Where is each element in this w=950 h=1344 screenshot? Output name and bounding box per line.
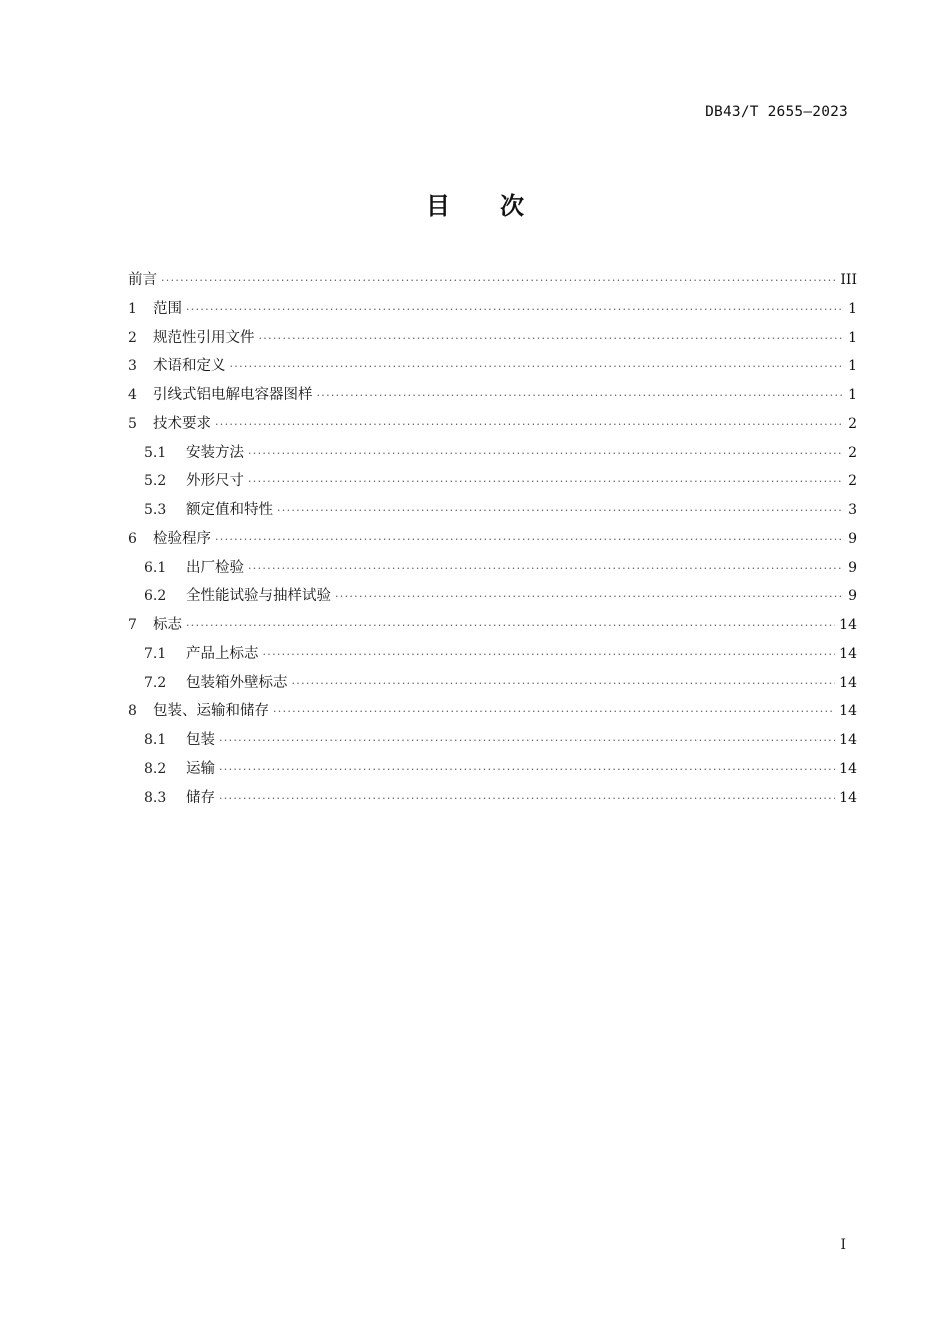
toc-leader-dots <box>292 670 836 699</box>
toc-entry-page: 14 <box>839 732 857 748</box>
toc-entry-label: 外形尺寸 <box>186 473 244 490</box>
toc-entry-page: 1 <box>848 358 857 375</box>
toc-entry-label: 出厂检验 <box>186 559 244 576</box>
toc-entry[interactable] <box>128 669 857 698</box>
toc-leader-dots <box>335 583 843 612</box>
toc-leader-dots <box>215 526 843 555</box>
toc-entry-label: 规范性引用文件 <box>153 329 255 346</box>
toc-entry-page: 9 <box>848 588 857 605</box>
toc-leader-dots <box>248 440 843 469</box>
page-title <box>0 186 950 221</box>
toc-leader-dots <box>219 756 835 785</box>
toc-entry-page: 14 <box>839 760 857 777</box>
toc-entry-number: 6.2 <box>144 588 167 605</box>
toc-entry-label: 技术要求 <box>153 415 211 432</box>
toc-entry[interactable] <box>128 266 857 295</box>
toc-entry-page: 14 <box>839 789 857 806</box>
toc-entry-number: 6 <box>128 530 137 547</box>
toc-entry-label: 产品上标志 <box>186 645 259 662</box>
toc-entry-label: 安装方法 <box>186 444 244 461</box>
toc-leader-dots <box>219 785 835 814</box>
toc-entry-page: 2 <box>848 415 857 432</box>
toc-entry-label: 检验程序 <box>153 530 211 547</box>
toc-entry[interactable] <box>128 611 857 640</box>
toc-leader-dots <box>186 296 843 325</box>
toc-entry-number: 7 <box>128 617 137 633</box>
toc-entry-number: 1 <box>128 300 137 317</box>
toc-leader-dots <box>317 382 844 411</box>
toc-entry-number: 6.1 <box>144 559 167 576</box>
toc-entry[interactable] <box>128 640 857 669</box>
toc-leader-dots <box>215 411 843 440</box>
title-char-2: 次 <box>500 192 524 220</box>
toc-leader-dots <box>248 555 843 584</box>
toc-entry-number: 2 <box>128 329 137 346</box>
toc-entry-number: 5.2 <box>144 473 167 490</box>
toc-entry[interactable] <box>128 755 857 784</box>
document-code: DB43/T 2655—2023 <box>705 104 848 120</box>
toc-entry[interactable] <box>128 439 857 468</box>
toc-entry-number: 8.2 <box>144 760 167 777</box>
toc-leader-dots <box>259 325 844 354</box>
toc-entry[interactable] <box>128 352 857 381</box>
toc-entry-number: 8 <box>128 703 137 720</box>
toc-entry-number: 5.1 <box>144 444 167 461</box>
toc-entry-page: 9 <box>848 530 857 547</box>
toc-entry-page: 1 <box>848 329 857 346</box>
toc-entry-page: 14 <box>839 645 857 662</box>
toc-entry-number: 7.1 <box>144 645 167 662</box>
toc-entry-page: 2 <box>848 473 857 490</box>
title-char-1: 目 <box>426 192 450 220</box>
toc-entry-number: 8.3 <box>144 789 167 806</box>
toc-entry-number: 4 <box>128 387 137 403</box>
toc-entry-page: 1 <box>848 300 857 317</box>
toc-entry-label: 运输 <box>186 760 215 777</box>
toc-entry[interactable] <box>128 324 857 353</box>
toc-entry[interactable] <box>128 295 857 324</box>
toc-entry[interactable] <box>128 582 857 611</box>
toc-entry-page: 14 <box>839 617 857 633</box>
toc-entry-label: 储存 <box>186 789 215 806</box>
toc-entry[interactable] <box>128 525 857 554</box>
toc-leader-dots <box>186 612 835 641</box>
toc-entry-label: 额定值和特性 <box>186 502 273 518</box>
toc-entry-label: 全性能试验与抽样试验 <box>186 588 331 605</box>
toc-entry-page: 9 <box>848 559 857 576</box>
table-of-contents <box>128 266 857 812</box>
toc-entry-label: 包装、运输和储存 <box>153 703 269 720</box>
toc-entry-label: 术语和定义 <box>153 358 226 375</box>
toc-entry-page: 3 <box>848 502 857 518</box>
toc-entry[interactable] <box>128 496 857 525</box>
toc-leader-dots <box>230 353 844 382</box>
toc-entry-label: 包装箱外壁标志 <box>186 674 288 691</box>
toc-entry[interactable] <box>128 554 857 583</box>
toc-leader-dots <box>263 641 836 670</box>
toc-entry-label: 标志 <box>153 617 182 633</box>
toc-entry-page: III <box>840 272 857 288</box>
toc-entry-page: 2 <box>848 444 857 461</box>
toc-leader-dots <box>277 497 843 526</box>
toc-entry[interactable] <box>128 467 857 496</box>
toc-entry-number: 7.2 <box>144 674 167 691</box>
toc-entry-number: 8.1 <box>144 732 167 748</box>
toc-entry-page: 14 <box>839 703 857 720</box>
toc-entry-label: 引线式铝电解电容器图样 <box>153 387 313 403</box>
toc-entry-number: 3 <box>128 358 137 375</box>
toc-entry[interactable] <box>128 381 857 410</box>
toc-leader-dots <box>273 698 835 727</box>
toc-entry-label: 包装 <box>186 732 215 748</box>
toc-entry-page: 1 <box>848 387 857 403</box>
toc-entry-label: 范围 <box>153 300 182 317</box>
toc-entry-number: 5.3 <box>144 502 167 518</box>
toc-entry-number: 5 <box>128 415 137 432</box>
toc-entry-page: 14 <box>839 674 857 691</box>
page-number: I <box>840 1237 846 1253</box>
toc-entry[interactable] <box>128 697 857 726</box>
toc-leader-dots <box>219 727 835 756</box>
toc-leader-dots <box>161 267 836 296</box>
toc-leader-dots <box>248 468 843 497</box>
toc-entry[interactable] <box>128 410 857 439</box>
toc-entry[interactable] <box>128 784 857 813</box>
toc-entry[interactable] <box>128 726 857 755</box>
toc-entry-label: 前言 <box>128 272 157 288</box>
